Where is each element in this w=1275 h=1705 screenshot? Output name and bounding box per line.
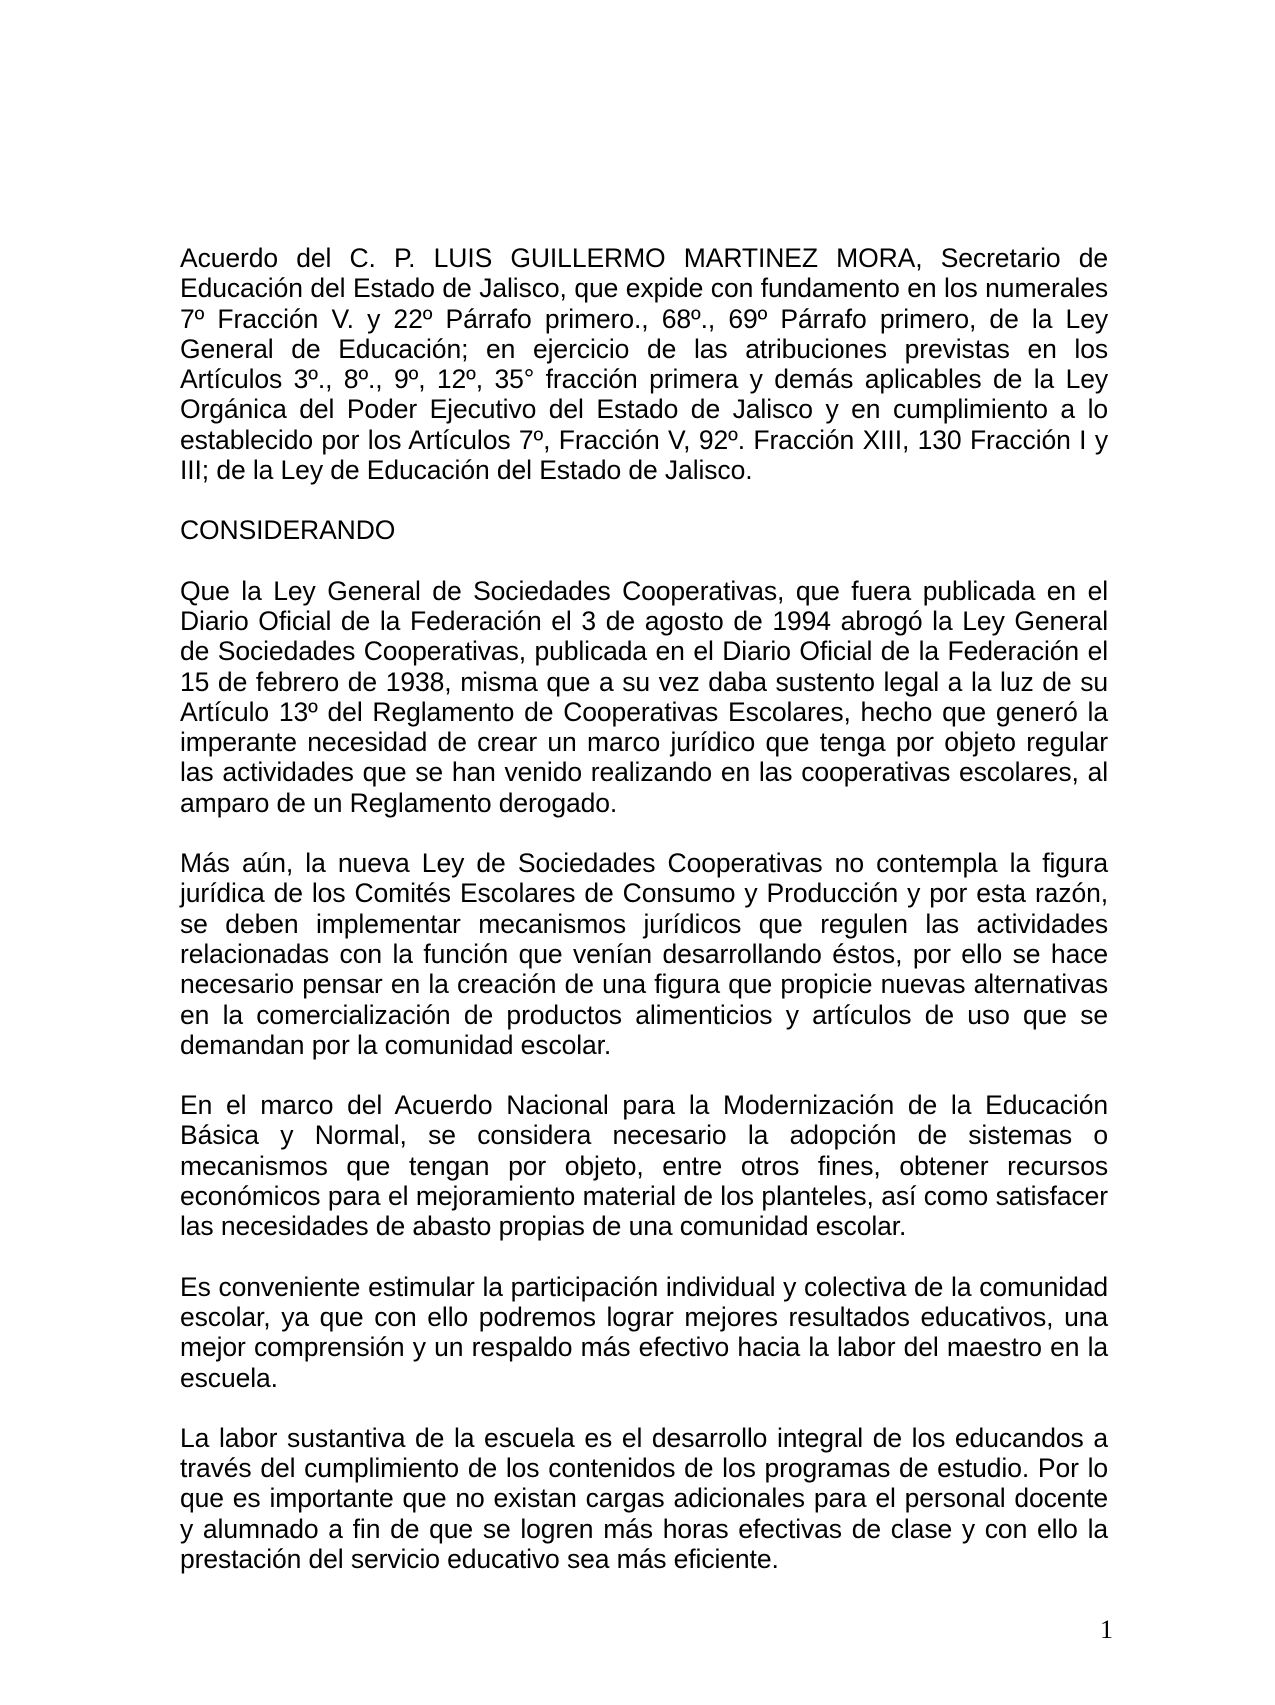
- considerando-paragraph-1: Que la Ley General de Sociedades Cooperativas, que fuera publicada en el Diario Oficial de la Federación el 3 de agosto de 1994 abrogó la Ley General de Sociedades Cooperativas, publicada en el Diario Oficial de la Federación el 15 de febrero de 1938, misma que a su vez daba sustento legal a la luz de su Artículo 13º del Reglamento de Cooperativas Escolares, hecho que generó la imperante necesidad de crear un marco jurídico que tenga por objeto regular las actividades que se han venido realizando en las cooperativas escolares, al amparo de un Reglamento derogado.: [180, 575, 1108, 818]
- considerando-paragraph-2: Más aún, la nueva Ley de Sociedades Cooperativas no contempla la figura jurídica de los Comités Escolares de Consumo y Producción y por esta razón, se deben implementar mecanismos jurídicos que regulen las actividades relacionadas con la función que venían desarrollando éstos, por ello se hace necesario pensar en la creación de una figura que propicie nuevas alternativas en la comercialización de productos alimenticios y artículos de uso que se demandan por la comunidad escolar.: [180, 848, 1108, 1060]
- preamble-paragraph: Acuerdo del C. P. LUIS GUILLERMO MARTINEZ MORA, Secretario de Educación del Estado de Jalisco, que expide con fundamento en los numerales 7º Fracción V. y 22º Párrafo primero., 68º., 69º Párrafo primero, de la Ley General de Educación; en ejercicio de las atribuciones previstas en los Artículos 3º., 8º., 9º, 12º, 35° fracción primera y demás aplicables de la Ley Orgánica del Poder Ejecutivo del Estado de Jalisco y en cumplimiento a lo establecido por los Artículos 7º, Fracción V, 92º. Fracción XIII, 130 Fracción I y III; de la Ley de Educación del Estado de Jalisco.: [180, 243, 1108, 486]
- considerando-paragraph-5: La labor sustantiva de la escuela es el desarrollo integral de los educandos a través del cumplimiento de los contenidos de los programas de estudio. Por lo que es importante que no existan cargas adicionales para el personal docente y alumnado a fin de que se logren más horas efectivas de clase y con ello la prestación del servicio educativo sea más eficiente.: [180, 1422, 1108, 1574]
- page-number: 1: [1100, 1615, 1113, 1644]
- considerando-paragraph-3: En el marco del Acuerdo Nacional para la Modernización de la Educación Básica y Normal, se considera necesario la adopción de sistemas o mecanismos que tengan por objeto, entre otros fines, obtener recursos económicos para el mejoramiento material de los planteles, así como satisfacer las necesidades de abasto propias de una comunidad escolar.: [180, 1090, 1108, 1242]
- section-heading: CONSIDERANDO: [180, 515, 396, 546]
- document-body: [180, 243, 1108, 1604]
- considerando-paragraph-4: Es conveniente estimular la participación individual y colectiva de la comunidad escolar, ya que con ello podremos lograr mejores resultados educativos, una mejor comprensión y un respaldo más efectivo hacia la labor del maestro en la escuela.: [180, 1271, 1108, 1393]
